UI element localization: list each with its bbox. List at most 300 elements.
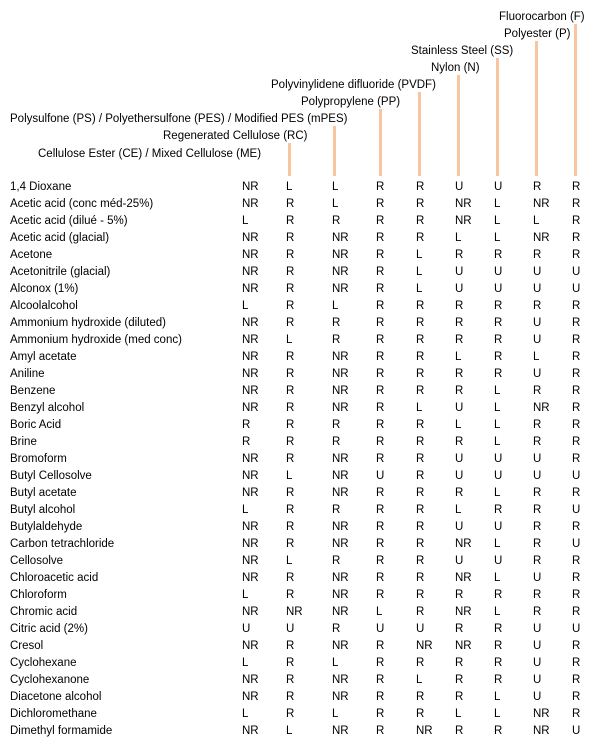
table-row (0, 417, 607, 434)
chemical-name: Boric Acid (10, 419, 62, 431)
rating-pp: R (376, 249, 385, 261)
rating-ps: NR (332, 691, 349, 703)
rating-ss: L (494, 691, 501, 703)
rating-fc: R (572, 691, 581, 703)
rating-ss: L (494, 572, 501, 584)
rating-rc: R (286, 232, 295, 244)
chemical-name: 1,4 Dioxane (10, 181, 72, 193)
table-row (0, 247, 607, 264)
rating-ce: NR (242, 283, 259, 295)
chemical-name: Dimethyl formamide (10, 725, 113, 737)
rating-fc: R (572, 300, 581, 312)
chemical-name: Dichloromethane (10, 708, 97, 720)
rating-pvdf: R (416, 572, 425, 584)
rating-pp: R (376, 351, 385, 363)
rating-pvdf: R (416, 436, 425, 448)
rating-rc: R (286, 640, 295, 652)
rating-pe: R (533, 504, 542, 516)
rating-pp: R (376, 334, 385, 346)
rating-pe: U (533, 317, 542, 329)
table-row (0, 604, 607, 621)
rating-ps: R (332, 215, 341, 227)
rating-ps: NR (332, 249, 349, 261)
rating-ss: L (494, 215, 501, 227)
table-row (0, 485, 607, 502)
rating-fc: R (572, 487, 581, 499)
rating-pvdf: R (416, 215, 425, 227)
rating-pp: R (376, 232, 385, 244)
rating-rc: R (286, 351, 295, 363)
chemical-name: Chromic acid (10, 606, 78, 618)
rating-ce: NR (242, 725, 259, 737)
rating-nylon: NR (455, 606, 472, 618)
rating-ss: L (494, 487, 501, 499)
rating-pe: R (533, 385, 542, 397)
column-header-ps: Polysulfone (PS) / Polyethersulfone (PES) / Modified PES (mPES) (10, 113, 348, 125)
table-row (0, 655, 607, 672)
table-row (0, 587, 607, 604)
chemical-name: Amyl acetate (10, 351, 77, 363)
column-guide-rc (288, 143, 291, 176)
rating-ce: NR (242, 453, 259, 465)
rating-ss: L (494, 708, 501, 720)
rating-nylon: NR (455, 640, 472, 652)
table-row (0, 213, 607, 230)
rating-pp: R (376, 266, 385, 278)
rating-fc: R (572, 419, 581, 431)
rating-ss: R (494, 504, 503, 516)
rating-ce: L (242, 657, 249, 669)
rating-ps: NR (332, 266, 349, 278)
rating-fc: R (572, 317, 581, 329)
rating-pvdf: R (416, 555, 425, 567)
rating-pe: U (533, 283, 542, 295)
rating-ss: L (494, 402, 501, 414)
rating-pp: R (376, 419, 385, 431)
rating-pe: U (533, 334, 542, 346)
column-guide-pvdf (418, 92, 421, 176)
rating-pvdf: R (416, 351, 425, 363)
rating-ce: NR (242, 640, 259, 652)
table-row (0, 672, 607, 689)
rating-ps: L (332, 708, 339, 720)
table-row (0, 706, 607, 723)
rating-pvdf: R (416, 317, 425, 329)
rating-ss: R (494, 334, 503, 346)
rating-pvdf: NR (416, 640, 433, 652)
rating-nylon: U (455, 266, 464, 278)
rating-nylon: R (455, 300, 464, 312)
column-guide-pp (379, 109, 382, 176)
rating-nylon: R (455, 674, 464, 686)
rating-ce: L (242, 215, 249, 227)
rating-pe: U (533, 368, 542, 380)
rating-ss: R (494, 368, 503, 380)
table-row (0, 723, 607, 740)
rating-nylon: R (455, 487, 464, 499)
rating-ps: NR (332, 283, 349, 295)
rating-rc: R (286, 657, 295, 669)
rating-ss: R (494, 249, 503, 261)
rating-nylon: R (455, 657, 464, 669)
rating-nylon: R (455, 691, 464, 703)
rating-ps: NR (332, 572, 349, 584)
rating-ss: R (494, 589, 503, 601)
rating-pp: R (376, 317, 385, 329)
rating-ps: L (332, 300, 339, 312)
table-row (0, 179, 607, 196)
rating-ce: NR (242, 249, 259, 261)
rating-pvdf: R (416, 198, 425, 210)
rating-pp: R (376, 708, 385, 720)
rating-pe: U (533, 674, 542, 686)
chemical-name: Butyl Cellosolve (10, 470, 92, 482)
rating-pvdf: R (416, 606, 425, 618)
rating-pvdf: R (416, 300, 425, 312)
chemical-name: Aniline (10, 368, 45, 380)
rating-ss: R (494, 623, 503, 635)
rating-ss: L (494, 436, 501, 448)
rating-rc: R (286, 708, 295, 720)
rating-ce: L (242, 504, 249, 516)
rating-ps: NR (332, 606, 349, 618)
rating-pe: NR (533, 232, 550, 244)
rating-pe: NR (533, 708, 550, 720)
rating-fc: R (572, 708, 581, 720)
rating-pvdf: R (416, 487, 425, 499)
table-row (0, 468, 607, 485)
rating-rc: R (286, 572, 295, 584)
rating-rc: R (286, 385, 295, 397)
rating-fc: R (572, 181, 581, 193)
rating-fc: U (572, 623, 581, 635)
chemical-name: Benzyl alcohol (10, 402, 85, 414)
rating-ps: NR (332, 521, 349, 533)
table-row (0, 451, 607, 468)
table-row (0, 553, 607, 570)
rating-ps: R (332, 623, 341, 635)
rating-pp: R (376, 504, 385, 516)
rating-pe: R (533, 521, 542, 533)
column-guide-fc (574, 24, 577, 176)
rating-pp: R (376, 181, 385, 193)
rating-ss: U (494, 555, 503, 567)
rating-fc: R (572, 453, 581, 465)
rating-ss: R (494, 300, 503, 312)
rating-pp: R (376, 691, 385, 703)
rating-ss: L (494, 606, 501, 618)
rating-ss: U (494, 470, 503, 482)
rating-fc: R (572, 232, 581, 244)
rating-fc: U (572, 283, 581, 295)
rating-ps: NR (332, 368, 349, 380)
rating-pvdf: R (416, 453, 425, 465)
rating-pe: U (533, 453, 542, 465)
rating-ps: NR (332, 385, 349, 397)
rating-ss: L (494, 419, 501, 431)
rating-ps: NR (332, 640, 349, 652)
chemical-name: Butylaldehyde (10, 521, 83, 533)
table-row (0, 400, 607, 417)
chemical-name: Cyclohexanone (10, 674, 90, 686)
table-row (0, 298, 607, 315)
rating-rc: L (286, 470, 293, 482)
rating-pe: NR (533, 725, 550, 737)
rating-nylon: R (455, 334, 464, 346)
rating-rc: L (286, 555, 293, 567)
rating-pp: R (376, 300, 385, 312)
rating-ss: U (494, 521, 503, 533)
rating-pvdf: R (416, 691, 425, 703)
rating-ce: R (242, 436, 251, 448)
rating-nylon: U (455, 181, 464, 193)
chemical-name: Carbon tetrachloride (10, 538, 115, 550)
rating-pe: R (533, 589, 542, 601)
rating-pp: R (376, 657, 385, 669)
column-header-pp: Polypropylene (PP) (301, 96, 401, 108)
column-header-pvdf: Polyvinylidene difluoride (PVDF) (271, 79, 436, 91)
rating-fc: R (572, 674, 581, 686)
rating-ce: NR (242, 470, 259, 482)
rating-ce: NR (242, 402, 259, 414)
rating-ps: NR (332, 402, 349, 414)
rating-pvdf: L (416, 266, 423, 278)
rating-pp: R (376, 674, 385, 686)
rating-ss: R (494, 317, 503, 329)
rating-nylon: R (455, 623, 464, 635)
rating-pe: U (533, 266, 542, 278)
rating-ps: NR (332, 589, 349, 601)
rating-fc: U (572, 266, 581, 278)
rating-pe: R (533, 249, 542, 261)
rating-ce: NR (242, 572, 259, 584)
rating-ce: NR (242, 487, 259, 499)
rating-rc: R (286, 521, 295, 533)
rating-ce: NR (242, 334, 259, 346)
rating-nylon: R (455, 368, 464, 380)
rating-rc: L (286, 181, 293, 193)
rating-ss: L (494, 538, 501, 550)
table-row (0, 570, 607, 587)
table-row (0, 264, 607, 281)
table-row (0, 383, 607, 400)
rating-ss: R (494, 657, 503, 669)
chemical-name: Ammonium hydroxide (med conc) (10, 334, 182, 346)
rating-pe: R (533, 487, 542, 499)
rating-nylon: NR (455, 215, 472, 227)
rating-rc: R (286, 300, 295, 312)
chemical-name: Diacetone alcohol (10, 691, 102, 703)
table-row (0, 281, 607, 298)
rating-pe: U (533, 657, 542, 669)
rating-nylon: U (455, 453, 464, 465)
rating-ps: NR (332, 725, 349, 737)
rating-rc: R (286, 691, 295, 703)
rating-pvdf: L (416, 674, 423, 686)
rating-nylon: NR (455, 538, 472, 550)
rating-ps: R (332, 504, 341, 516)
table-row (0, 638, 607, 655)
rating-fc: R (572, 368, 581, 380)
chemical-name: Citric acid (2%) (10, 623, 88, 635)
table-row (0, 332, 607, 349)
rating-pe: L (533, 215, 540, 227)
rating-ce: NR (242, 521, 259, 533)
rating-ce: NR (242, 555, 259, 567)
rating-ce: NR (242, 351, 259, 363)
table-row (0, 536, 607, 553)
rating-ce: NR (242, 198, 259, 210)
rating-fc: R (572, 215, 581, 227)
rating-ce: NR (242, 266, 259, 278)
rating-ps: NR (332, 351, 349, 363)
rating-pp: U (376, 623, 385, 635)
rating-nylon: L (455, 351, 462, 363)
chemical-name: Cresol (10, 640, 44, 652)
rating-nylon: R (455, 249, 464, 261)
rating-nylon: U (455, 402, 464, 414)
rating-fc: R (572, 385, 581, 397)
rating-pp: R (376, 385, 385, 397)
rating-rc: R (286, 249, 295, 261)
rating-pvdf: L (416, 283, 423, 295)
rating-ce: U (242, 623, 251, 635)
rating-fc: R (572, 606, 581, 618)
rating-ss: R (494, 674, 503, 686)
chemical-name: Cyclohexane (10, 657, 77, 669)
rating-nylon: L (455, 232, 462, 244)
rating-rc: R (286, 538, 295, 550)
chemical-name: Acetone (10, 249, 53, 261)
rating-pe: L (533, 351, 540, 363)
rating-fc: R (572, 589, 581, 601)
rating-fc: R (572, 640, 581, 652)
column-guide-nylon (457, 75, 460, 176)
rating-ce: NR (242, 317, 259, 329)
rating-ce: NR (242, 538, 259, 550)
rating-pp: R (376, 487, 385, 499)
rating-pe: R (533, 419, 542, 431)
table-row (0, 349, 607, 366)
rating-ps: L (332, 181, 339, 193)
rating-ss: R (494, 725, 503, 737)
rating-ps: NR (332, 453, 349, 465)
rating-fc: R (572, 402, 581, 414)
rating-nylon: U (455, 521, 464, 533)
rating-ps: NR (332, 470, 349, 482)
rating-nylon: NR (455, 198, 472, 210)
column-header-pe: Polyester (P) (504, 28, 571, 40)
rating-pp: R (376, 640, 385, 652)
rating-pvdf: R (416, 334, 425, 346)
rating-fc: U (572, 470, 581, 482)
rating-ss: U (494, 181, 503, 193)
rating-rc: R (286, 317, 295, 329)
rating-pvdf: L (416, 402, 423, 414)
column-header-rc: Regenerated Cellulose (RC) (163, 130, 308, 142)
rating-pvdf: R (416, 504, 425, 516)
rating-fc: U (572, 538, 581, 550)
table-row (0, 689, 607, 706)
chemical-name: Brine (10, 436, 37, 448)
column-header-nylon: Nylon (N) (431, 62, 480, 74)
rating-pvdf: R (416, 538, 425, 550)
chemical-name: Alcoolalcohol (10, 300, 78, 312)
rating-ps: L (332, 198, 339, 210)
rating-ce: L (242, 589, 249, 601)
rating-ce: NR (242, 674, 259, 686)
rating-nylon: L (455, 708, 462, 720)
column-header-ce: Cellulose Ester (CE) / Mixed Cellulose (ME) (38, 148, 262, 160)
rating-fc: R (572, 249, 581, 261)
rating-nylon: U (455, 555, 464, 567)
table-row (0, 502, 607, 519)
rating-rc: R (286, 402, 295, 414)
chemical-name: Ammonium hydroxide (diluted) (10, 317, 166, 329)
rating-pvdf: NR (416, 725, 433, 737)
rating-nylon: L (455, 504, 462, 516)
rating-pe: NR (533, 402, 550, 414)
column-header-ss: Stainless Steel (SS) (411, 45, 514, 57)
rating-rc: R (286, 487, 295, 499)
rating-pvdf: R (416, 181, 425, 193)
rating-rc: L (286, 334, 293, 346)
rating-fc: R (572, 334, 581, 346)
rating-nylon: R (455, 725, 464, 737)
rating-pvdf: R (416, 419, 425, 431)
chemical-name: Chloroacetic acid (10, 572, 99, 584)
chemical-name: Butyl alcohol (10, 504, 76, 516)
rating-rc: R (286, 419, 295, 431)
column-header-fc: Fluorocarbon (F) (499, 11, 585, 23)
rating-pe: U (533, 691, 542, 703)
rating-ps: R (332, 317, 341, 329)
rating-pe: R (533, 181, 542, 193)
rating-ce: L (242, 300, 249, 312)
rating-rc: R (286, 436, 295, 448)
rating-ss: U (494, 283, 503, 295)
column-guide-pe (535, 41, 538, 176)
rating-ce: NR (242, 385, 259, 397)
rating-pvdf: R (416, 657, 425, 669)
rating-pp: R (376, 215, 385, 227)
chemical-name: Benzene (10, 385, 56, 397)
rating-rc: NR (286, 606, 303, 618)
rating-ss: L (494, 232, 501, 244)
rating-ps: R (332, 419, 341, 431)
rating-fc: R (572, 657, 581, 669)
rating-pp: U (376, 470, 385, 482)
rating-ss: U (494, 266, 503, 278)
rating-pp: R (376, 725, 385, 737)
rating-ss: L (494, 385, 501, 397)
rating-fc: R (572, 572, 581, 584)
rating-nylon: L (455, 419, 462, 431)
rating-rc: R (286, 198, 295, 210)
rating-rc: R (286, 674, 295, 686)
rating-fc: R (572, 198, 581, 210)
rating-fc: U (572, 504, 581, 516)
rating-ps: NR (332, 487, 349, 499)
rating-pe: R (533, 555, 542, 567)
rating-fc: U (572, 725, 581, 737)
rating-ce: NR (242, 691, 259, 703)
rating-rc: R (286, 368, 295, 380)
table-row (0, 230, 607, 247)
table-row (0, 366, 607, 383)
rating-pvdf: U (416, 623, 425, 635)
rating-ss: R (494, 640, 503, 652)
